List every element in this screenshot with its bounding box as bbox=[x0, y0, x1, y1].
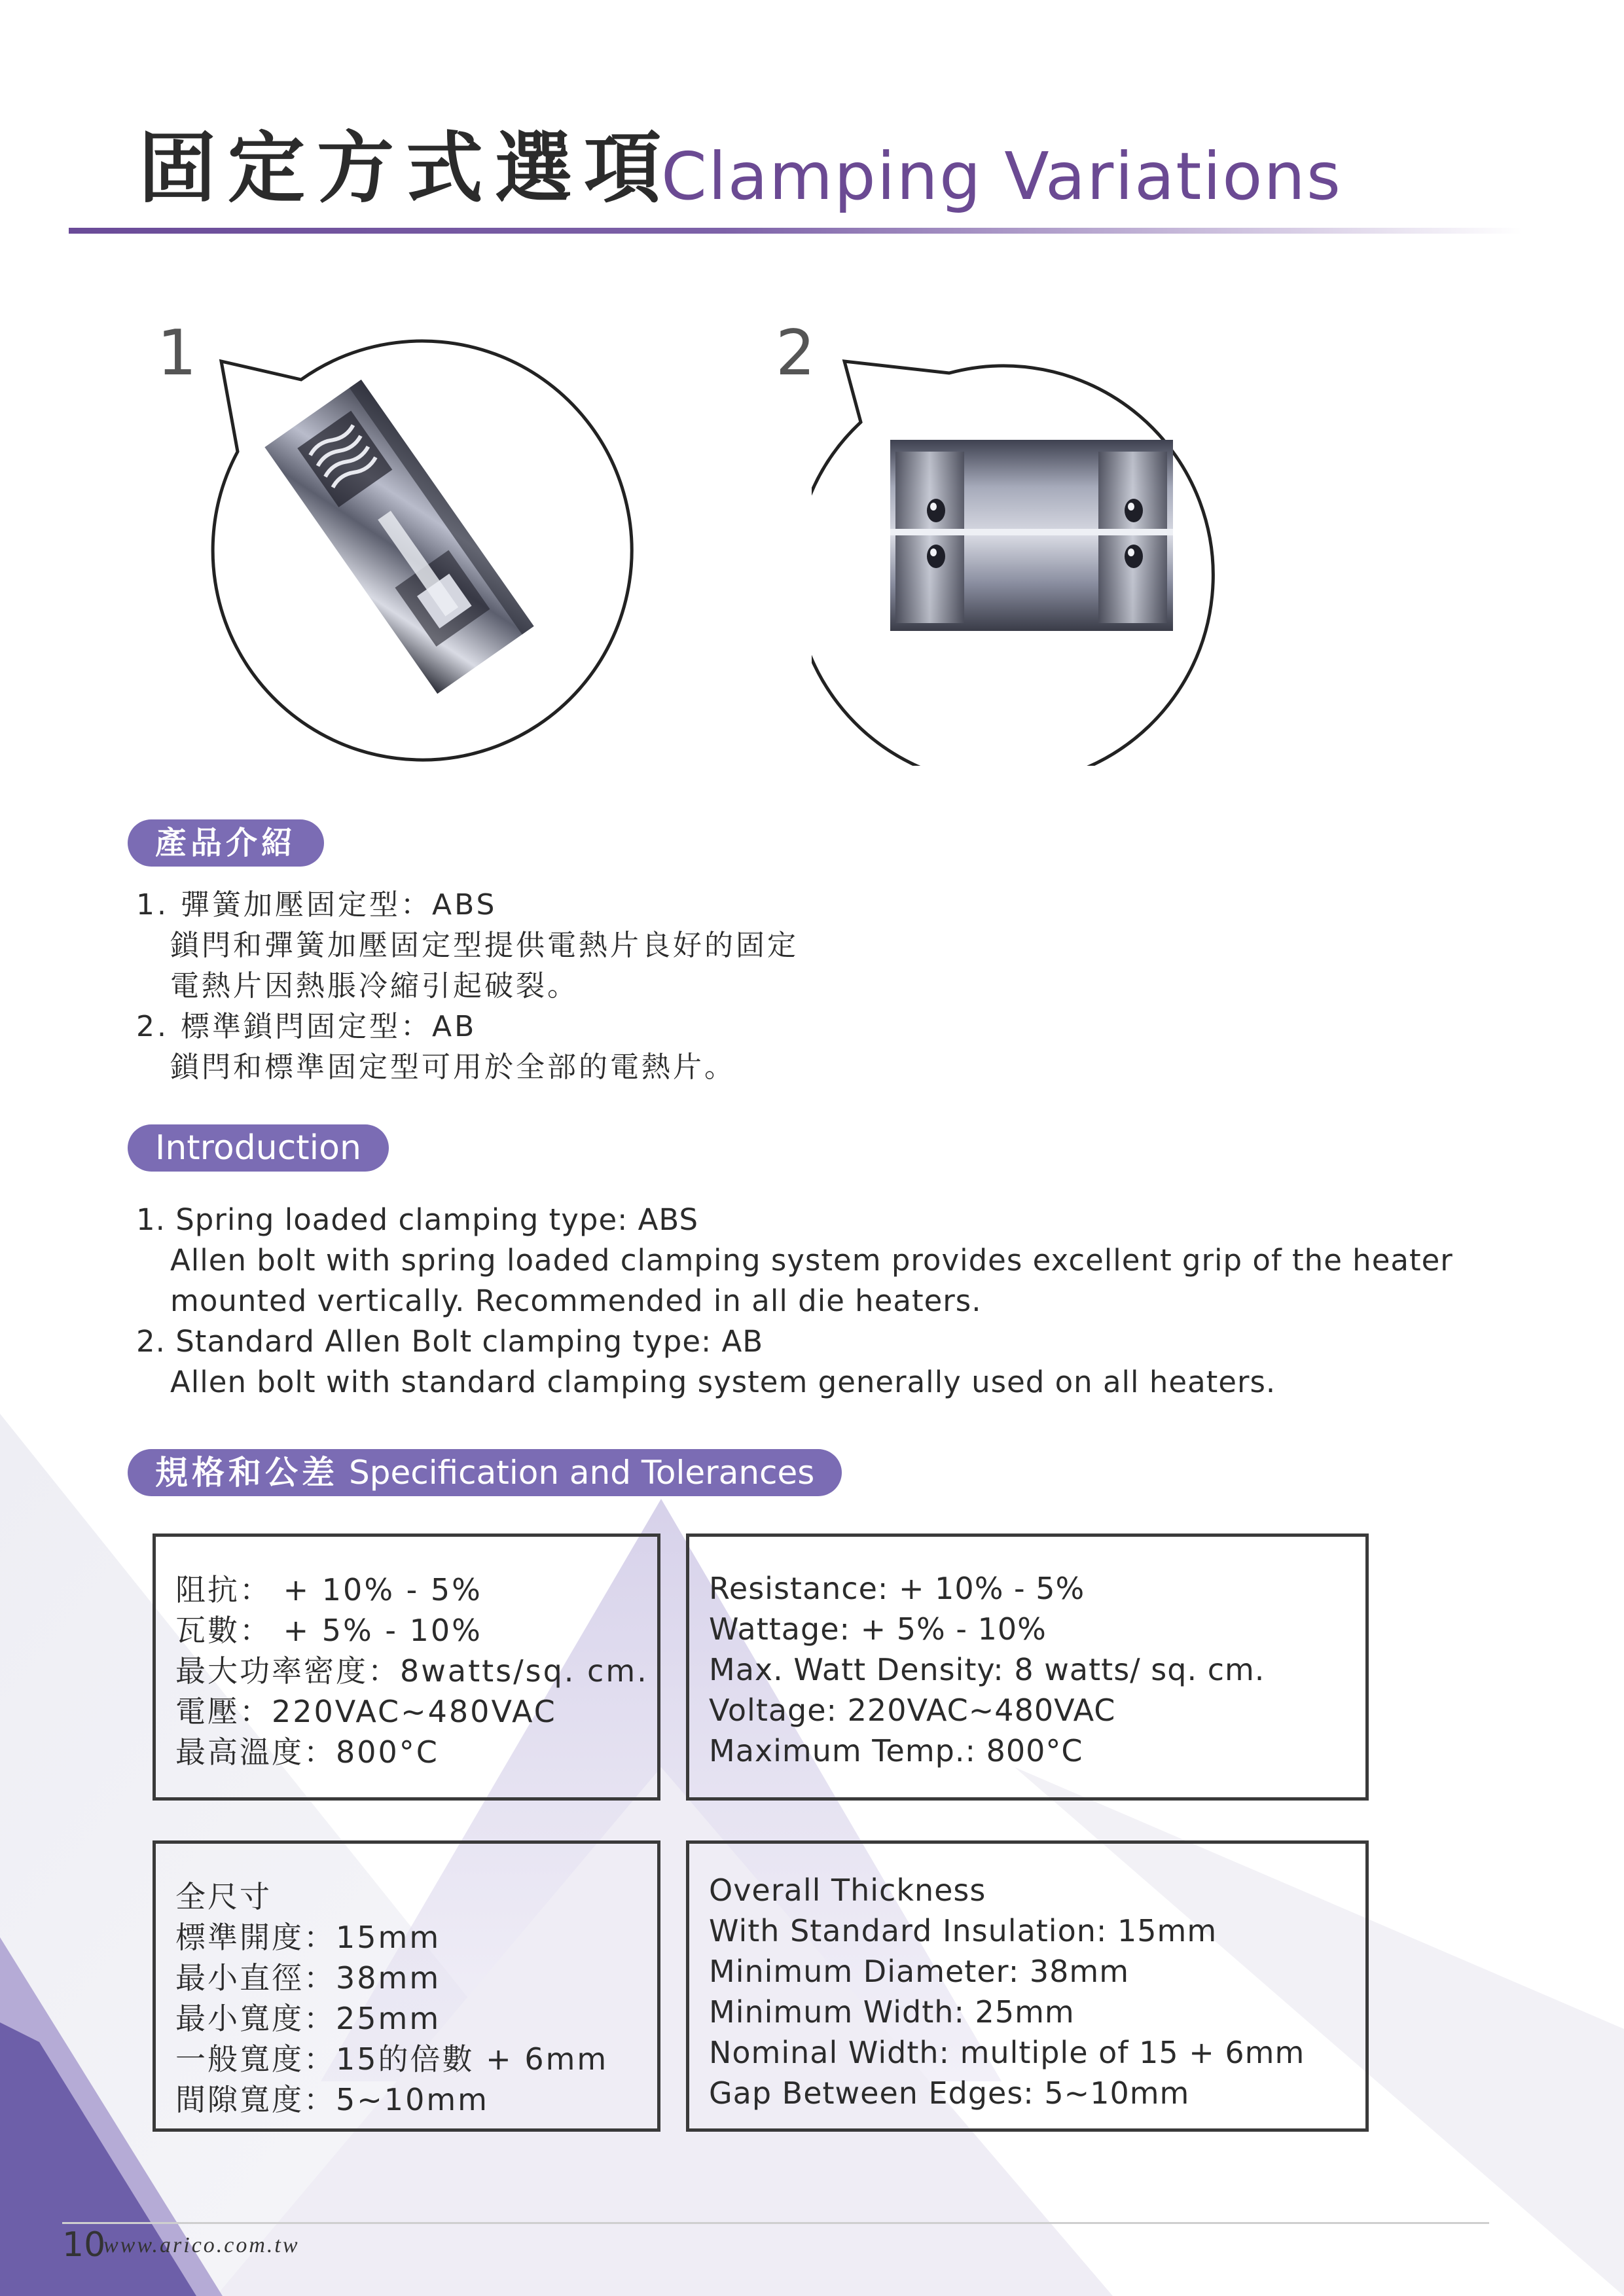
intro-en-line-5: Allen bolt with standard clamping system generally used on all heaters. bbox=[170, 1365, 1276, 1399]
footer-rule bbox=[62, 2222, 1489, 2224]
intro-cn-line-1: 1. 彈簧加壓固定型：ABS bbox=[136, 888, 497, 922]
spec-box-dimensions-cn bbox=[153, 1840, 660, 2132]
intro-en-text bbox=[136, 1200, 1453, 1403]
spec-line: 最小直徑：38mm bbox=[175, 1960, 441, 1996]
spec-line: 全尺寸 bbox=[175, 1879, 272, 1914]
spec-line: 電壓：220VAC~480VAC bbox=[175, 1694, 557, 1729]
spec-line: 一般寬度：15的倍數 + 6mm bbox=[175, 2041, 609, 2077]
page-title-chinese: 固定方式選項 bbox=[139, 123, 674, 213]
spec-line: 間隙寬度：5~10mm bbox=[175, 2082, 489, 2117]
spec-line: Overall Thickness bbox=[709, 1873, 986, 1908]
page-title-english: Clamping Variations bbox=[661, 138, 1342, 215]
intro-en-heading: Introduction bbox=[128, 1124, 389, 1172]
spec-line: Max. Watt Density: 8 watts/ sq. cm. bbox=[709, 1652, 1265, 1687]
spec-line: 瓦數： + 5% - 10% bbox=[175, 1613, 482, 1648]
spec-line: Voltage: 220VAC~480VAC bbox=[709, 1693, 1116, 1728]
spec-heading bbox=[128, 1449, 842, 1496]
spec-box-electrical-en bbox=[686, 1534, 1369, 1801]
intro-cn-text bbox=[136, 885, 799, 1088]
spec-line: Maximum Temp.: 800°C bbox=[709, 1733, 1083, 1768]
spec-line: Minimum Width: 25mm bbox=[709, 1994, 1075, 2030]
intro-en-line-2: Allen bolt with spring loaded clamping system provides excellent grip of the heater bbox=[170, 1243, 1453, 1278]
title-underline bbox=[69, 228, 1522, 234]
spec-heading-cn: 規格和公差 bbox=[155, 1454, 338, 1492]
spec-heading-en: Specification and Tolerances bbox=[349, 1454, 815, 1492]
figure-2-clamp-standard bbox=[812, 321, 1257, 766]
spec-line: Gap Between Edges: 5~10mm bbox=[709, 2075, 1190, 2111]
intro-cn-line-2: 鎖閂和彈簧加壓固定型提供電熱片良好的固定 bbox=[170, 929, 799, 962]
spec-line: 標準開度：15mm bbox=[175, 1920, 441, 1955]
spec-line: With Standard Insulation: 15mm bbox=[709, 1913, 1218, 1948]
figure-1-clamp-spring bbox=[190, 321, 635, 766]
spec-line: 最高溫度：800°C bbox=[175, 1734, 439, 1770]
spec-line: Resistance: + 10% - 5% bbox=[709, 1571, 1085, 1606]
spec-box-electrical-cn bbox=[153, 1534, 660, 1801]
spec-line: Minimum Diameter: 38mm bbox=[709, 1954, 1130, 1989]
spec-line: 最大功率密度：8watts/sq. cm. bbox=[175, 1653, 649, 1689]
figure-1-number: 1 bbox=[157, 317, 197, 389]
page-number: 10 bbox=[62, 2225, 106, 2265]
intro-cn-line-5: 鎖閂和標準固定型可用於全部的電熱片。 bbox=[170, 1050, 736, 1084]
intro-en-line-4: 2. Standard Allen Bolt clamping type: AB bbox=[136, 1324, 764, 1359]
figure-2-number: 2 bbox=[776, 317, 816, 389]
spec-box-dimensions-en bbox=[686, 1840, 1369, 2132]
intro-en-line-3: mounted vertically. Recommended in all die heaters. bbox=[170, 1283, 982, 1318]
intro-cn-line-4: 2. 標準鎖閂固定型：AB bbox=[136, 1010, 477, 1043]
spec-line: Wattage: + 5% - 10% bbox=[709, 1611, 1047, 1647]
spec-line: 最小寬度：25mm bbox=[175, 2001, 441, 2036]
intro-cn-heading: 產品介紹 bbox=[128, 819, 324, 867]
spec-line: Nominal Width: multiple of 15 + 6mm bbox=[709, 2035, 1305, 2070]
website-link[interactable]: www.arico.com.tw bbox=[103, 2233, 300, 2257]
intro-en-line-1: 1. Spring loaded clamping type: ABS bbox=[136, 1202, 699, 1237]
spec-line: 阻抗： + 10% - 5% bbox=[175, 1572, 482, 1607]
intro-cn-line-3: 電熱片因熱脹冷縮引起破裂。 bbox=[170, 969, 579, 1003]
